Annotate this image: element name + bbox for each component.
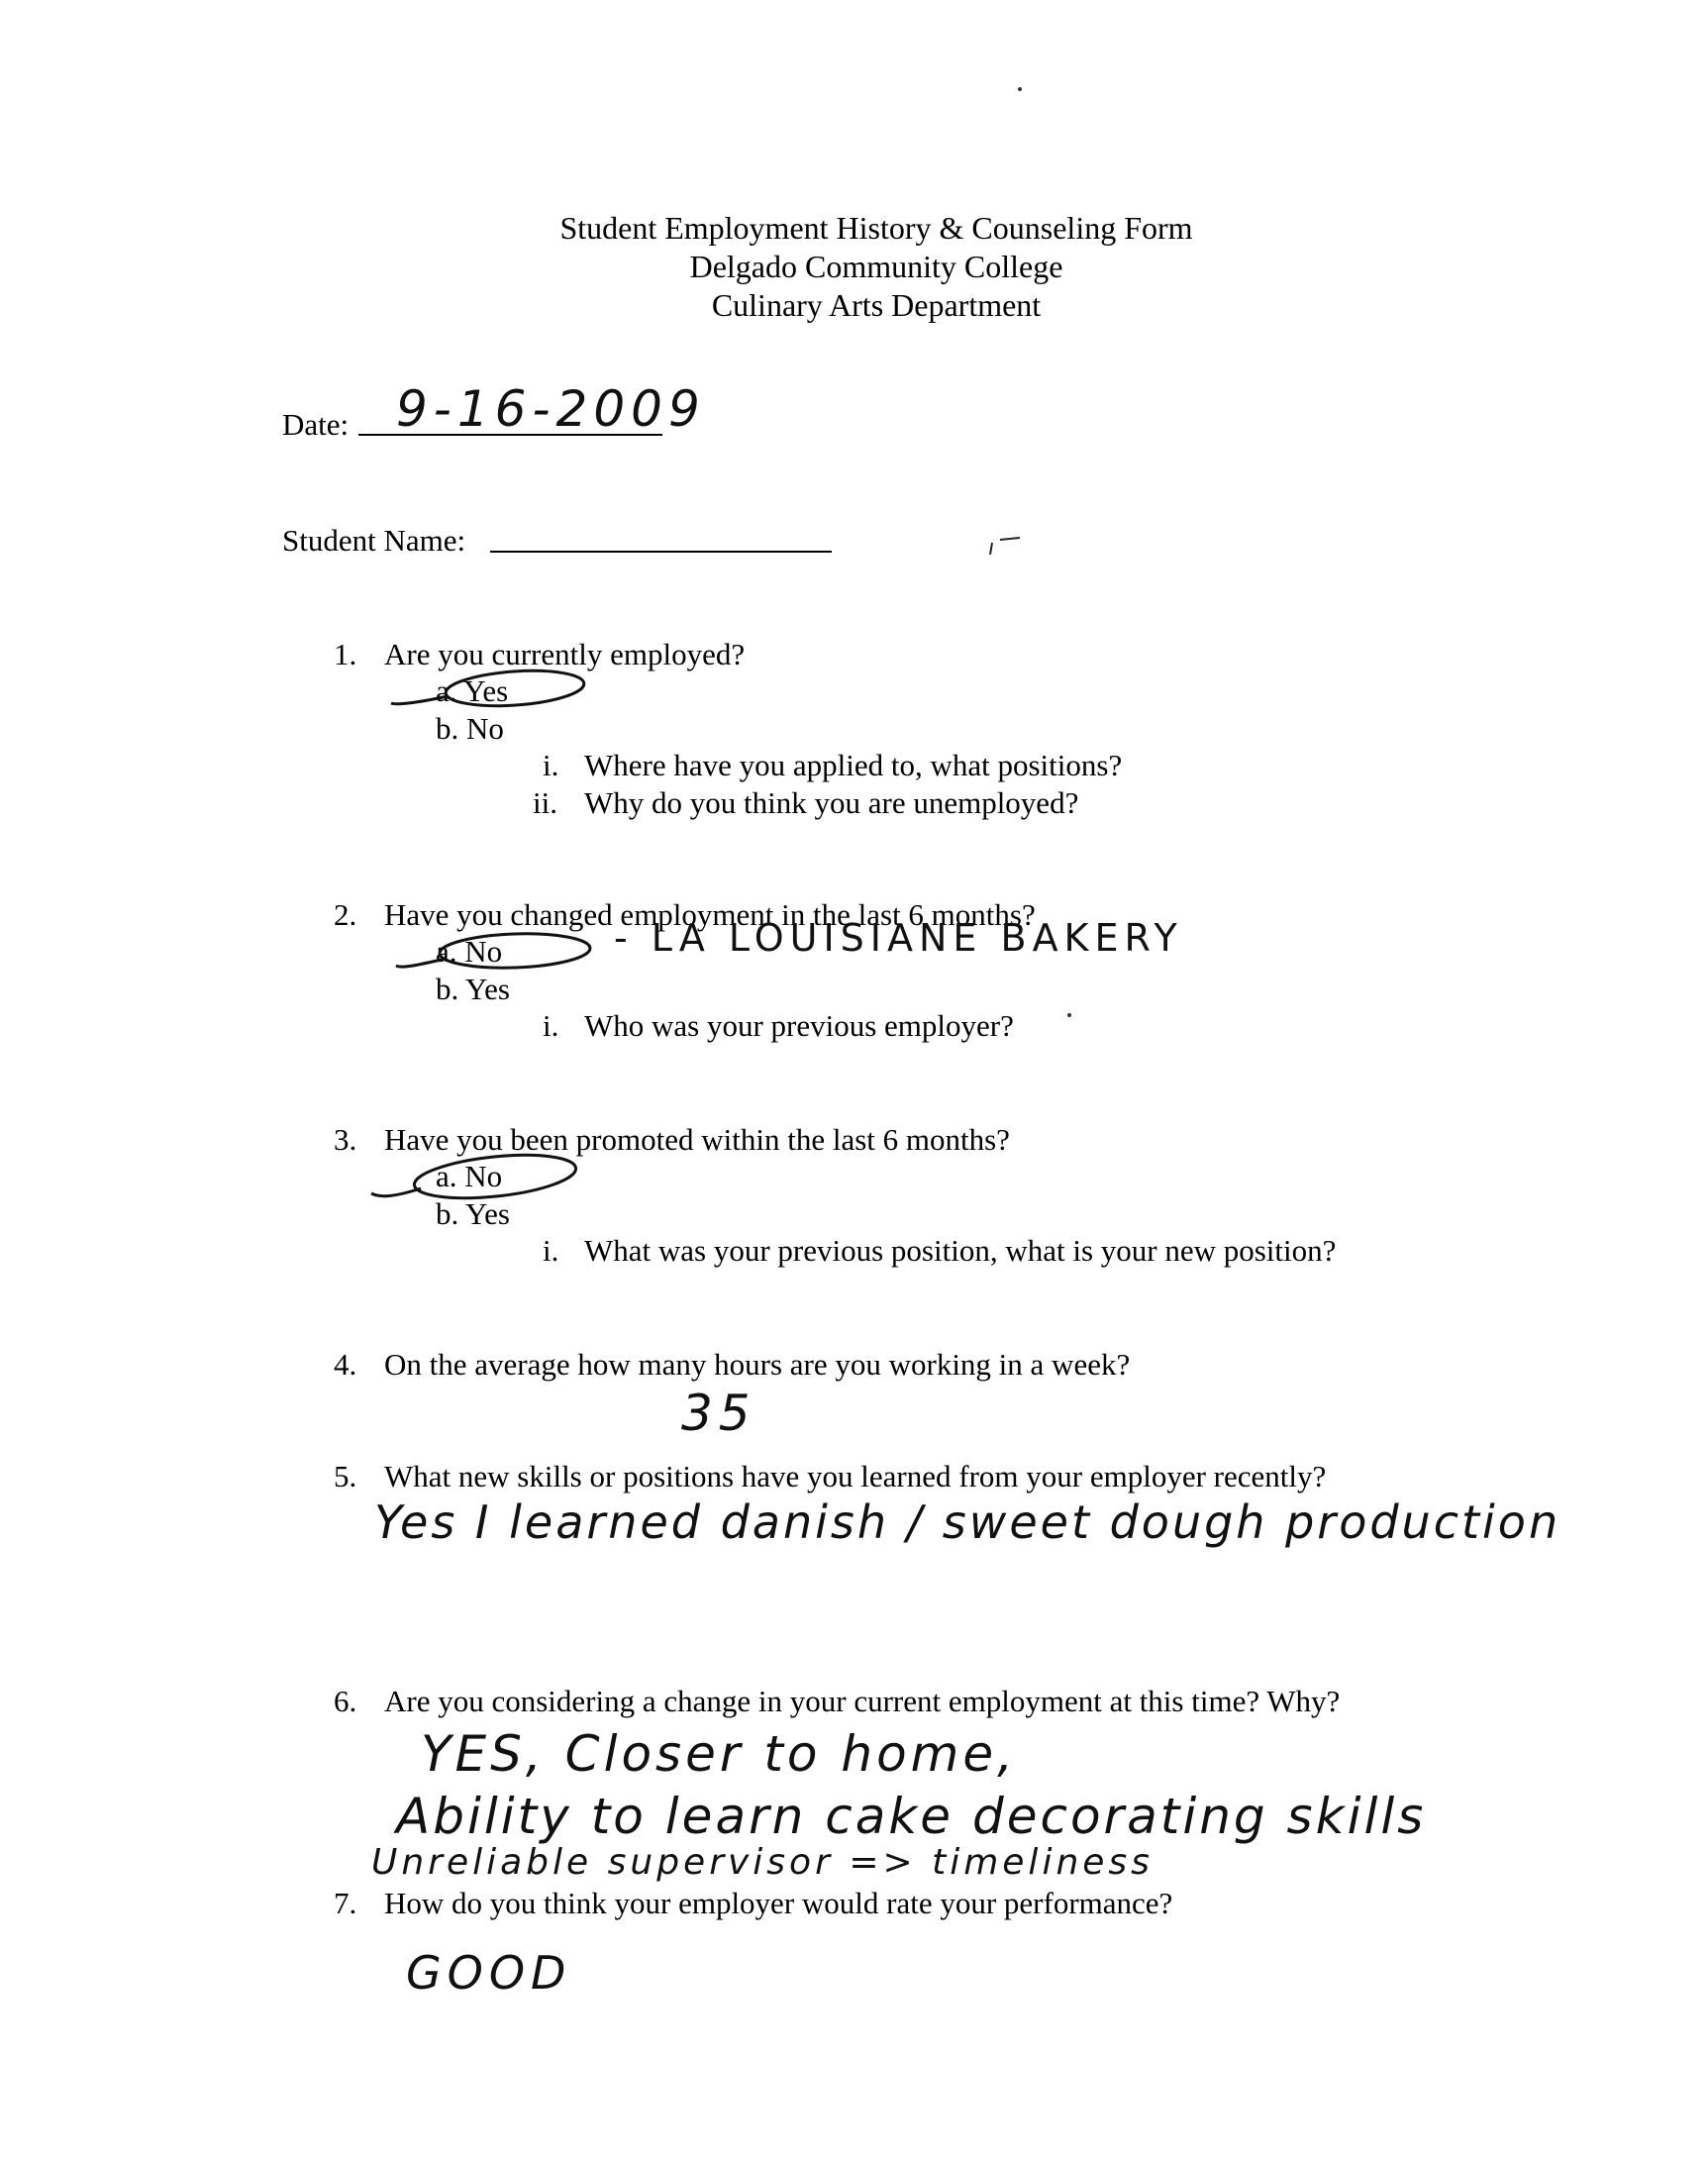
question-1-option-b: b. No (436, 711, 504, 746)
question-3-sub-i-text: What was your previous position, what is your new position? (584, 1233, 1337, 1268)
college-name: Delgado Community College (689, 249, 1063, 284)
question-2-sub-i-text: Who was your previous employer? (584, 1008, 1014, 1043)
question-4-text: On the average how many hours are you working in a week? (384, 1347, 1131, 1382)
question-3-sub-i-number: i. (543, 1233, 559, 1268)
question-6-answer-line-1: YES, Closer to home, (421, 1725, 1018, 1783)
question-5-text: What new skills or positions have you learned from your employer recently? (384, 1459, 1327, 1493)
question-2-number: 2. (334, 897, 357, 932)
question-1-sub-ii-text: Why do you think you are unemployed? (584, 785, 1079, 820)
question-4-answer: 35 (681, 1385, 756, 1442)
question-3-text: Have you been promoted within the last 6 months? (384, 1122, 1010, 1157)
question-6-answer-line-2: Ability to learn cake decorating skills (396, 1788, 1427, 1845)
question-2-sub-i-number: i. (543, 1008, 559, 1043)
circle-mark-q2 (439, 931, 590, 970)
question-7-text: How do you think your employer would rate your performance? (384, 1886, 1173, 1920)
date-value: 9-16-2009 (396, 380, 706, 438)
question-2-option-a: a. No (436, 934, 503, 969)
date-label: Date: (282, 407, 350, 442)
question-7-number: 7. (334, 1886, 357, 1920)
student-name-label: Student Name: (282, 523, 466, 558)
question-3-number: 3. (334, 1122, 357, 1157)
form-title: Student Employment History & Counseling Form (559, 210, 1193, 246)
question-1-sub-i-number: i. (543, 748, 559, 782)
stray-mark (990, 538, 1020, 555)
question-1-sub-i-text: Where have you applied to, what positions? (584, 748, 1123, 782)
question-1-number: 1. (334, 637, 357, 671)
question-6-answer-line-3: Unreliable supervisor => timeliness (371, 1842, 1154, 1883)
speck (1018, 87, 1022, 91)
question-7-answer: GOOD (406, 1946, 572, 2000)
question-3-option-a: a. No (436, 1159, 503, 1193)
question-5-number: 5. (334, 1459, 357, 1493)
circle-mark-q1 (445, 667, 585, 710)
question-3-option-b: b. Yes (436, 1196, 510, 1231)
question-2-text: Have you changed employment in the last 6 months? (384, 897, 1036, 932)
circle-tail-q1 (391, 696, 448, 704)
question-1-sub-ii-number: ii. (533, 785, 557, 820)
circle-tail-q3 (371, 1188, 421, 1196)
question-2-answer: - LA LOUISIANE BAKERY (614, 916, 1183, 960)
question-6-text: Are you considering a change in your current employment at this time? Why? (384, 1684, 1341, 1718)
question-4-number: 4. (334, 1347, 357, 1382)
question-1-text: Are you currently employed? (384, 637, 746, 671)
circle-tail-q2 (396, 959, 446, 967)
question-1-option-a: a. Yes (436, 673, 509, 708)
circle-mark-q3 (412, 1149, 577, 1205)
question-6-number: 6. (334, 1684, 357, 1718)
question-5-answer: Yes I learned danish / sweet dough production (374, 1495, 1561, 1549)
speck (1067, 1013, 1071, 1017)
department-name: Culinary Arts Department (711, 287, 1042, 323)
question-2-option-b: b. Yes (436, 972, 510, 1006)
